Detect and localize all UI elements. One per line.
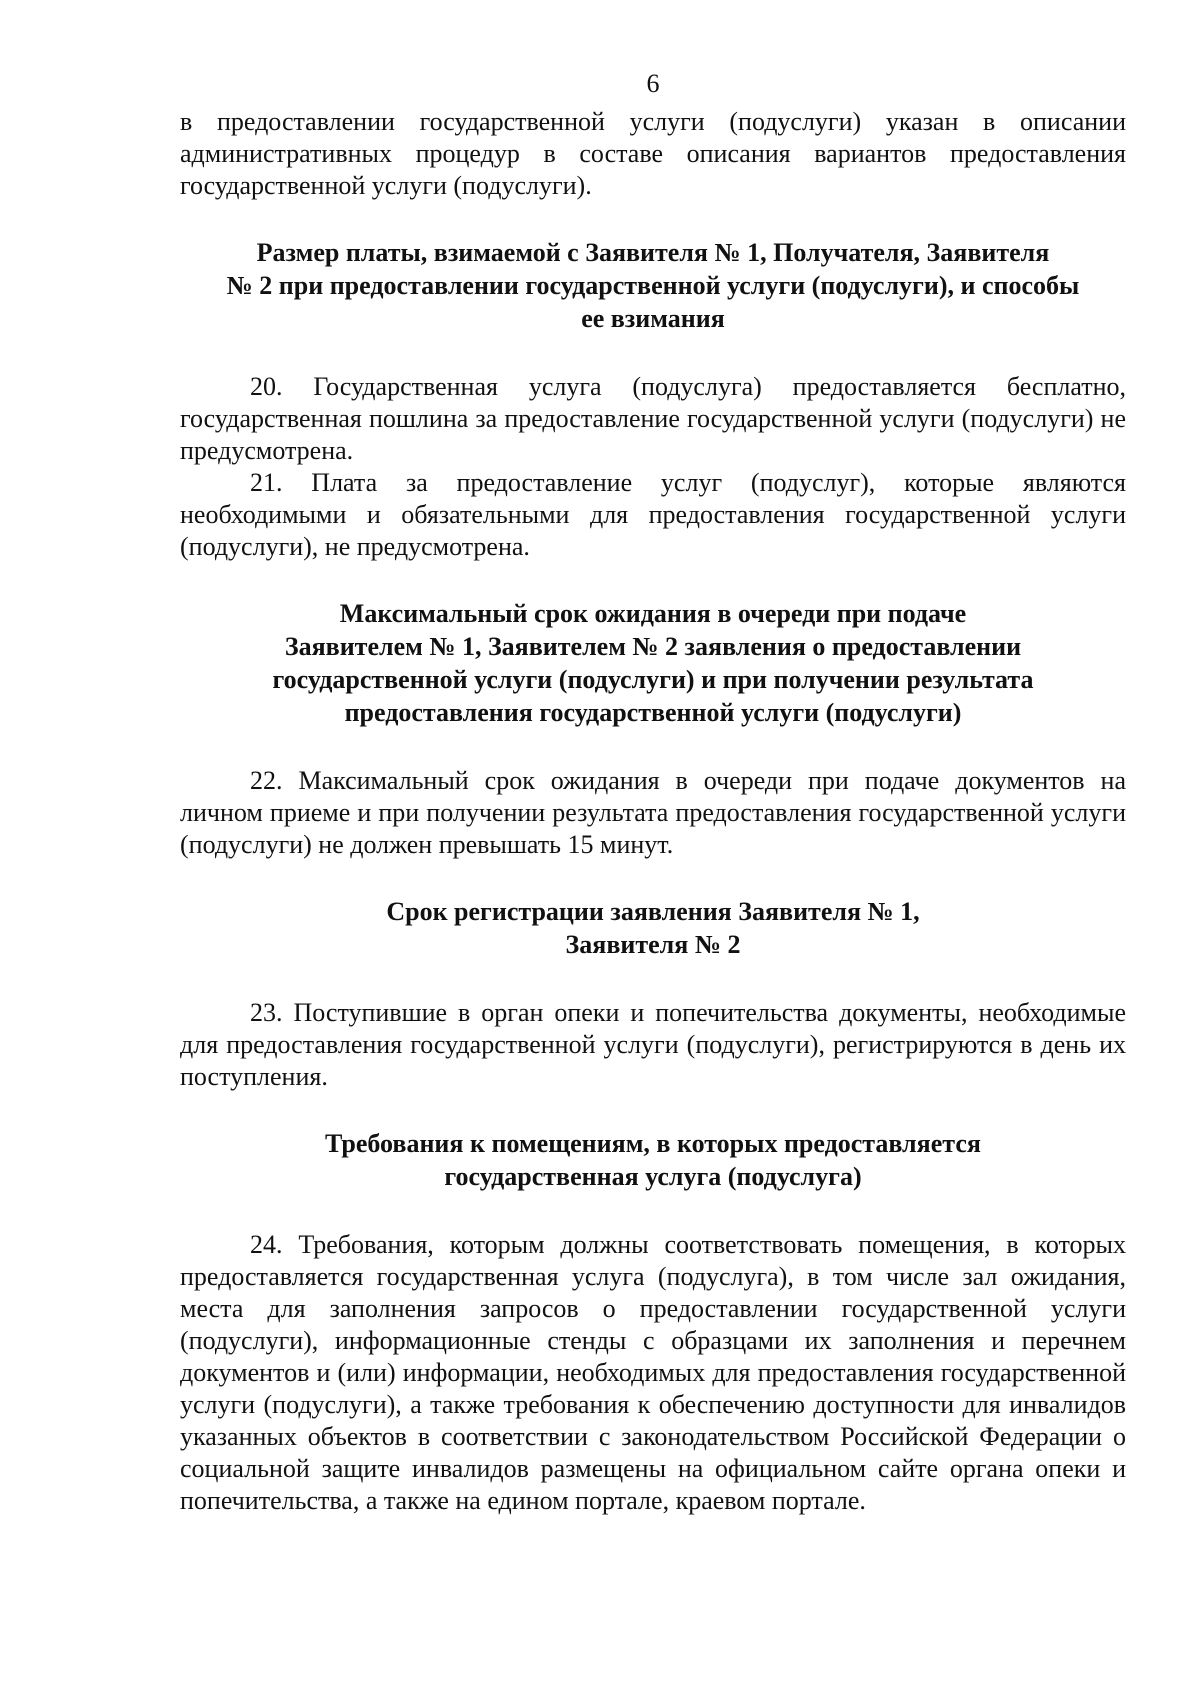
paragraph-23: 23. Поступившие в орган опеки и попечительства документы, необходимые для предоставления государственной услуги (подуслуги), регистрируются в день их поступления.	[180, 998, 1126, 1091]
heading-line: Заявителем № 1, Заявителем № 2 заявления о предоставлении	[284, 632, 1022, 661]
paragraph-22: 22. Максимальный срок ожидания в очереди при подаче документов на личном приеме и при получении результата предоставления государственной услуги (подуслуги) не должен превышать 15 минут.	[180, 766, 1126, 859]
heading-line: государственной услуги (подуслуги) и при получении результата	[272, 665, 1034, 694]
paragraph-21: 21. Плата за предоставление услуг (подуслуг), которые являются необходимыми и обязательными для предоставления государственной услуги (подуслуги), не предусмотрена.	[180, 468, 1126, 561]
section-registration-heading	[180, 895, 1126, 961]
intro-paragraph: в предоставлении государственной услуги (подуслуги) указан в описании административных процедур в составе описания вариантов предоставления государственной услуги (подуслуги).	[180, 107, 1126, 200]
heading-line: Срок регистрации заявления Заявителя № 1,	[386, 897, 920, 926]
heading-line: предоставления государственной услуги (подуслуги)	[344, 698, 962, 727]
document-body	[180, 62, 1126, 1517]
heading-line: Требования к помещениям, в которых предоставляется	[325, 1129, 981, 1158]
paragraph-24: 24. Требования, которым должны соответствовать помещения, в которых предоставляется государственная услуга (подуслуга), в том числе зал ожидания, места для заполнения запросов о предоставлении государственной услуги (подуслуги), информационные стенды с образцами их заполнения и перечнем документов и (или) информации, необходимых для предоставления государственной услуги (подуслуги), а также требования к обеспечению доступности для инвалидов указанных объектов в соответствии с законодательством Российской Федерации о социальной защите инвалидов размещены на официальном сайте органа опеки и попечительства, а также на едином портале, краевом портале.	[180, 1230, 1126, 1515]
heading-line: Максимальный срок ожидания в очереди при подаче	[339, 599, 967, 628]
heading-line: № 2 при предоставлении государственной услуги (подуслуги), и способы	[226, 271, 1080, 300]
page-number: 6	[646, 69, 660, 98]
heading-line: государственная услуга (подуслуга)	[444, 1162, 862, 1191]
heading-line: Размер платы, взимаемой с Заявителя № 1, Получателя, Заявителя	[256, 238, 1050, 267]
heading-line: ее взимания	[581, 304, 725, 333]
section-queue-heading	[180, 597, 1126, 729]
heading-line: Заявителя № 2	[565, 930, 741, 959]
section-premises-heading	[180, 1127, 1126, 1193]
section-fee-heading	[180, 236, 1126, 335]
paragraph-20: 20. Государственная услуга (подуслуга) предоставляется бесплатно, государственная пошлина за предоставление государственной услуги (подуслуги) не предусмотрена.	[180, 372, 1126, 465]
